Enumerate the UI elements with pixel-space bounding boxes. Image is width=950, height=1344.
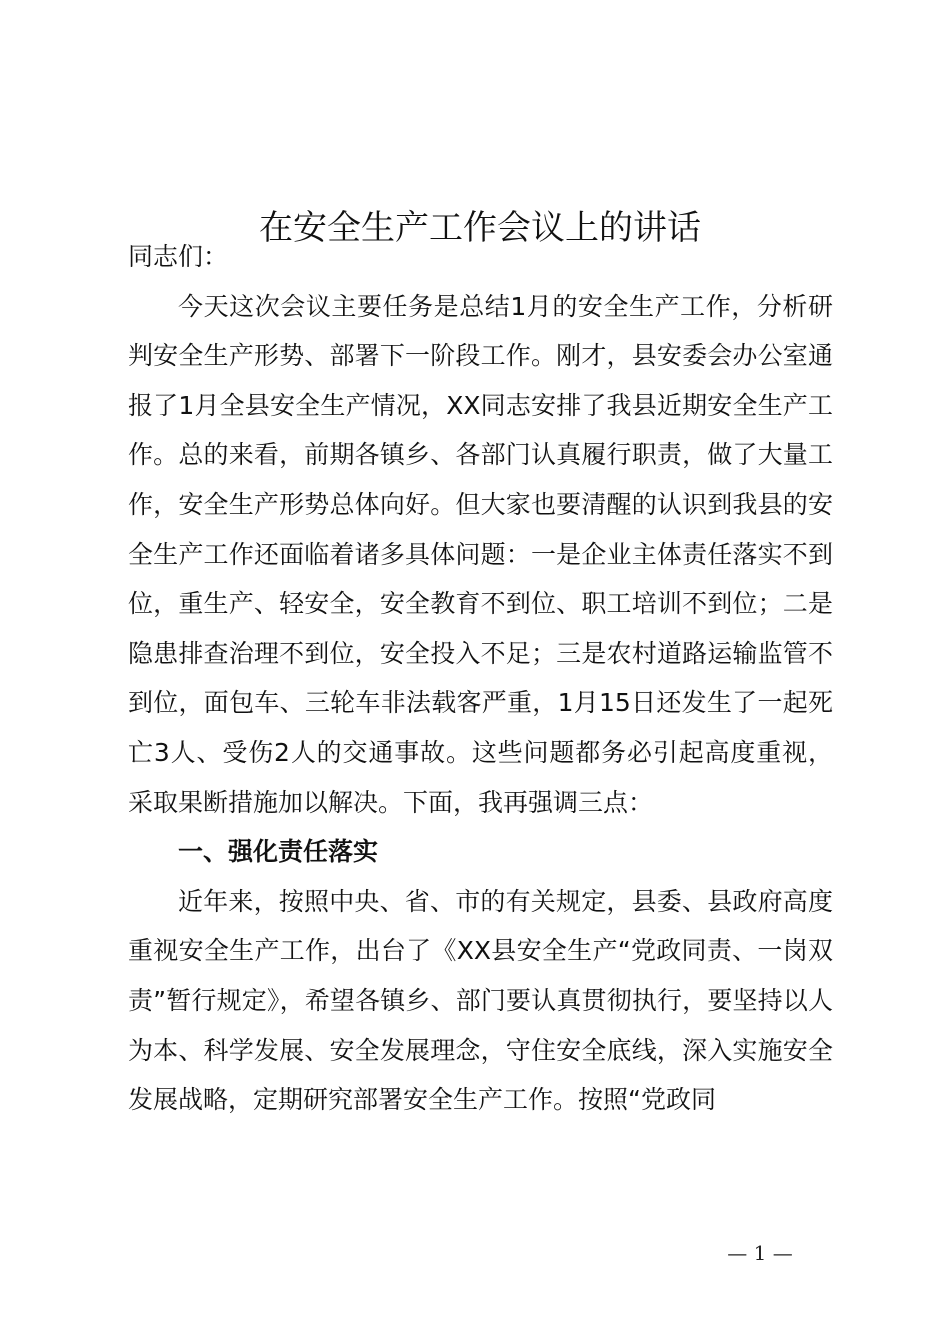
- salutation: 同志们：: [128, 242, 229, 271]
- page-number: — 1 —: [727, 1241, 793, 1265]
- paragraph-section-1: 近年来，按照中央、省、市的有关规定，县委、县政府高度重视安全生产工作，出台了《XX县安全生产“党政同责、一岗双责”暂行规定》，希望各镇乡、部门要认真贯彻执行，要坚持以人为本、科学发展、安全发展理念，守住安全底线，深入实施安全发展战略，定期研究部署安全生产工作。按照“党政同: [128, 886, 833, 1115]
- document-body: [128, 232, 833, 1125]
- section-heading-1: 一、强化责任落实: [178, 837, 379, 867]
- paragraph-intro: 今天这次会议主要任务是总结1月的安全生产工作，分析研判安全生产形势、部署下一阶段工作。刚才，县安委会办公室通报了1月全县安全生产情况，XX同志安排了我县近期安全生产工作。总的来看，前期各镇乡、各部门认真履行职责，做了大量工作，安全生产形势总体向好。但大家也要清醒的认识到我县的安全生产工作还面临着诸多具体问题：一是企业主体责任落实不到位，重生产、轻安全，安全教育不到位、职工培训不到位；二是隐患排查治理不到位，安全投入不足；三是农村道路运输监管不到位，面包车、三轮车非法载客严重，1月15日还发生了一起死亡3人、受伤2人的交通事故。这些问题都务必引起高度重视，采取果断措施加以解决。下面，我再强调三点：: [128, 291, 833, 817]
- document-title: 在安全生产工作会议上的讲话: [259, 207, 701, 248]
